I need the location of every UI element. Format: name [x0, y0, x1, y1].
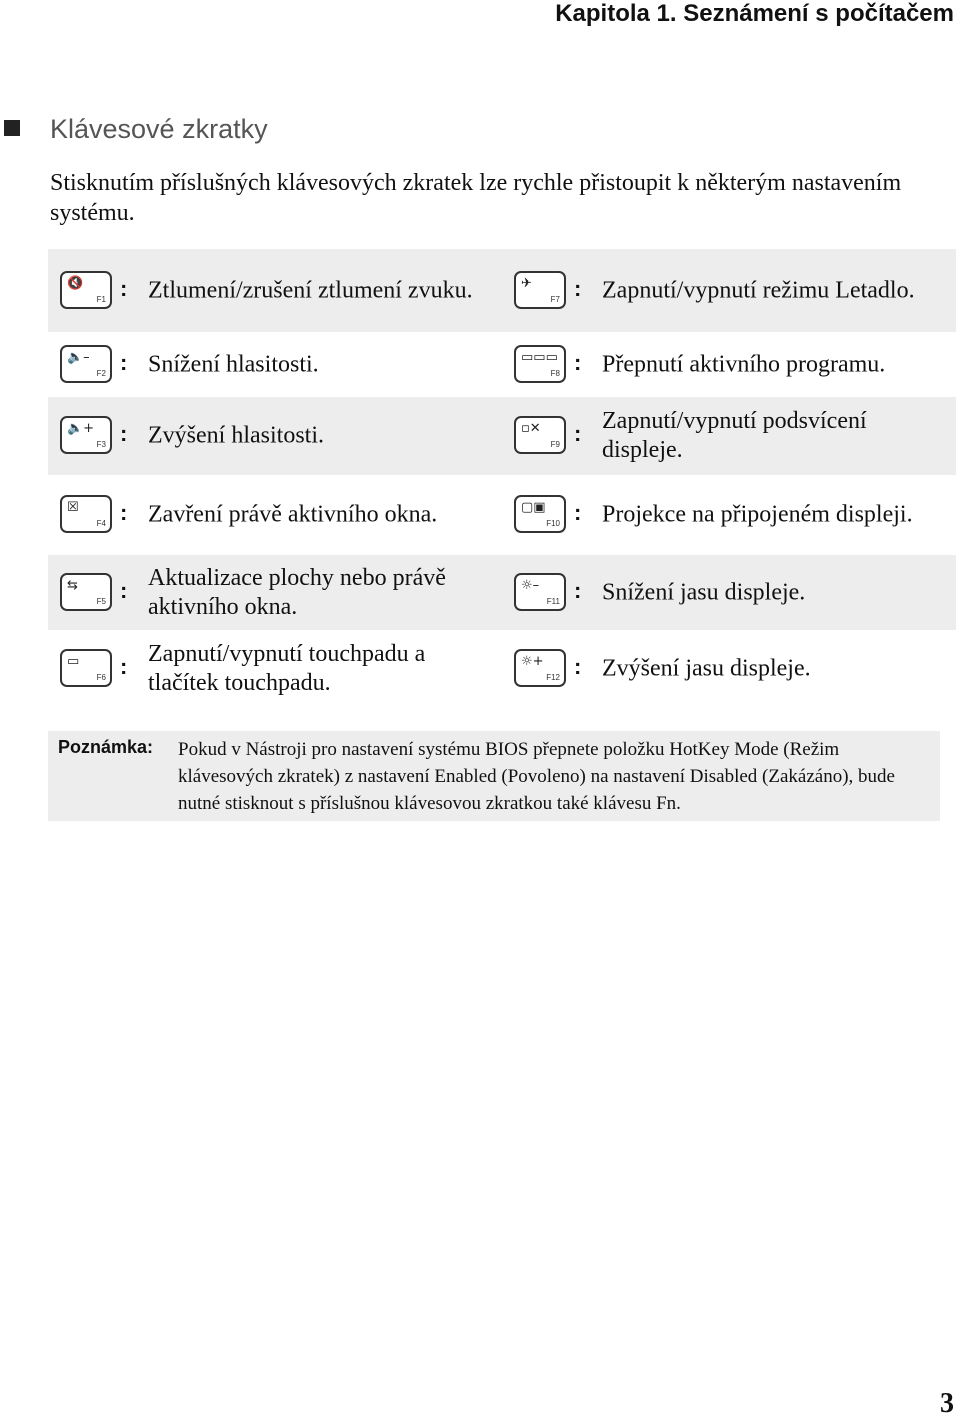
shortcut-row: [48, 332, 956, 397]
separator: :: [574, 275, 582, 301]
shortcut-description: Zvýšení hlasitosti.: [148, 422, 324, 449]
shortcut-description: Přepnutí aktivního programu.: [602, 351, 886, 377]
volume-up-icon: 🔈+: [67, 421, 95, 436]
intro-paragraph: Stisknutím příslušných klávesových zkratek lze rychle přistoupit k některým nastavením systému.: [50, 170, 902, 226]
shortcut-description: Zapnutí/vypnutí režimu Letadlo.: [602, 277, 915, 303]
shortcut-description: Snížení hlasitosti.: [148, 351, 319, 377]
f3-key: [60, 416, 112, 454]
f7-key: [514, 271, 566, 309]
shortcut-item-f3: [48, 397, 500, 475]
shortcut-item-f11: [502, 555, 956, 630]
shortcut-row: [48, 249, 956, 332]
f4-key: [60, 495, 112, 533]
volume-down-icon: 🔈–: [67, 349, 90, 365]
backlight-off-icon: ▫✕: [521, 421, 541, 436]
refresh-icon: ⇆: [67, 577, 78, 593]
shortcut-description: Zvýšení jasu displeje.: [602, 655, 811, 682]
key-label: F10: [546, 519, 560, 528]
f8-key: [514, 345, 566, 383]
airplane-icon: ✈: [521, 275, 532, 291]
shortcut-description: Ztlumení/zrušení ztlumení zvuku.: [148, 277, 473, 303]
separator: :: [574, 349, 582, 375]
shortcut-row: [48, 630, 956, 708]
shortcut-item-f5: [48, 555, 500, 630]
key-label: F2: [96, 368, 106, 378]
f2-key: [60, 345, 112, 383]
shortcut-description: Zavření právě aktivního okna.: [148, 501, 438, 528]
shortcut-item-f9: [502, 397, 956, 475]
f1-key: [60, 271, 112, 309]
shortcut-item-f4: [48, 475, 500, 555]
key-label: F9: [550, 440, 560, 449]
f10-key: [514, 495, 566, 533]
key-label: F6: [96, 673, 106, 682]
separator: :: [120, 577, 128, 603]
key-label: F7: [550, 294, 560, 304]
shortcut-item-f2: [48, 332, 500, 397]
mute-icon: 🔇: [67, 275, 84, 291]
shortcut-item-f6: [48, 630, 500, 708]
shortcut-item-f1: [48, 249, 500, 332]
shortcut-description: Snížení jasu displeje.: [602, 579, 806, 605]
note-text: Pokud v Nástroji pro nastavení systému BIOS přepnete položku HotKey Mode (Režim klávesových zkratek) z nastavení Enabled (Povoleno) na nastavení Disabled (Zakázáno), bude nutné stisknout s příslušnou klávesovou zkratkou také klávesu Fn.: [178, 739, 895, 814]
shortcut-row: [48, 555, 956, 630]
separator: :: [120, 275, 128, 301]
shortcut-description: Aktualizace plochy nebo právě aktivního okna.: [148, 564, 446, 620]
chapter-header: Kapitola 1. Seznámení s počítačem: [555, 0, 954, 27]
projector-icon: ▢▣: [521, 500, 546, 515]
separator: :: [574, 421, 582, 446]
separator: :: [120, 349, 128, 375]
shortcut-description: Zapnutí/vypnutí podsvícení displeje.: [602, 408, 867, 463]
separator: :: [120, 500, 128, 525]
switch-program-icon: ▭▭▭: [521, 349, 558, 365]
shortcut-item-f10: [502, 475, 956, 555]
separator: :: [120, 421, 128, 446]
shortcut-row: [48, 475, 956, 555]
separator: :: [574, 500, 582, 525]
note-box: [48, 731, 940, 821]
f12-key: [514, 649, 566, 687]
note-label: Poznámka:: [58, 737, 154, 757]
close-window-icon: ☒: [67, 500, 79, 515]
separator: :: [120, 654, 128, 679]
key-label: F5: [96, 596, 106, 606]
f11-key: [514, 573, 566, 611]
f6-key: [60, 649, 112, 687]
section-title: Klávesové zkratky: [50, 114, 268, 144]
shortcut-description: Zapnutí/vypnutí touchpadu a tlačítek touchpadu.: [148, 641, 426, 696]
shortcut-row: [48, 397, 956, 475]
key-label: F4: [96, 519, 106, 528]
page-number: 3: [940, 1388, 954, 1419]
separator: :: [574, 654, 582, 679]
f5-key: [60, 573, 112, 611]
shortcut-item-f12: [502, 630, 956, 708]
shortcut-item-f8: [502, 332, 956, 397]
key-label: F11: [546, 596, 560, 606]
f9-key: [514, 416, 566, 454]
key-label: F3: [96, 440, 106, 449]
separator: :: [574, 577, 582, 603]
section-bullet-icon: [4, 120, 20, 136]
key-label: F12: [546, 673, 560, 682]
brightness-up-icon: ☼+: [521, 654, 544, 669]
key-label: F8: [550, 368, 560, 378]
shortcut-description: Projekce na připojeném displeji.: [602, 501, 913, 528]
key-label: F1: [96, 294, 106, 304]
touchpad-toggle-icon: ▭: [67, 654, 80, 669]
brightness-down-icon: ☼–: [521, 577, 540, 593]
shortcut-item-f7: [502, 249, 956, 332]
